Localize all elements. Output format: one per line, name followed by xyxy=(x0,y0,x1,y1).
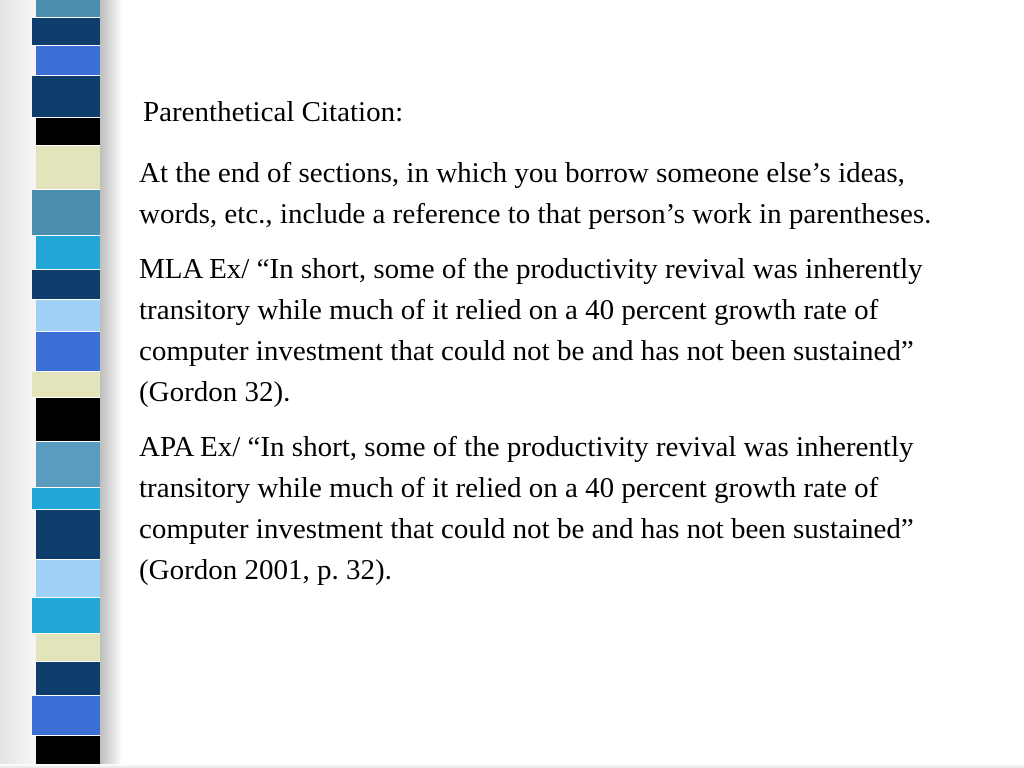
color-bar-segment xyxy=(36,442,100,488)
color-bar-segment xyxy=(36,118,100,146)
color-bar-segment xyxy=(32,18,102,46)
color-bar-segment xyxy=(36,46,100,76)
sidebar-shadow xyxy=(100,0,122,768)
color-bar-segment xyxy=(36,300,100,332)
color-bar-segment xyxy=(36,634,100,662)
paragraph-mla-example: MLA Ex/ “In short, some of the productivity revival was inherently transitory while much of it relied on a 40 percent growth rate of computer investment that could not be and has not been sustained” (Gordon 32). xyxy=(139,253,923,408)
color-bar-segment xyxy=(36,0,100,18)
color-bar-segment xyxy=(32,696,102,736)
bottom-shade xyxy=(0,764,1024,768)
color-bar-segment xyxy=(32,488,102,510)
color-bar-segment xyxy=(32,270,102,300)
paragraph-intro: At the end of sections, in which you borrow someone else’s ideas, words, etc., include a reference to that person’s work in parentheses. xyxy=(139,157,932,230)
slide-title: Parenthetical Citation: xyxy=(143,96,404,128)
color-bar-segment xyxy=(36,662,100,696)
color-bar-segment xyxy=(32,76,102,118)
slide-content xyxy=(139,95,969,605)
color-bar-segment xyxy=(36,146,100,190)
color-bar-segment xyxy=(36,236,100,270)
color-bar-segment xyxy=(32,372,102,398)
decorative-color-bar xyxy=(36,0,100,768)
color-bar-segment xyxy=(36,332,100,372)
color-bar-segment xyxy=(36,510,100,560)
left-margin-strip xyxy=(0,0,36,768)
color-bar-segment xyxy=(36,560,100,598)
color-bar-segment xyxy=(36,398,100,442)
color-bar-segment xyxy=(32,598,102,634)
paragraph-apa-example: APA Ex/ “In short, some of the productivity revival was inherently transitory while much of it relied on a 40 percent growth rate of computer investment that could not be and has not been sustained” (Gordon 2001, p. 32). xyxy=(139,431,914,586)
color-bar-segment xyxy=(32,190,102,236)
